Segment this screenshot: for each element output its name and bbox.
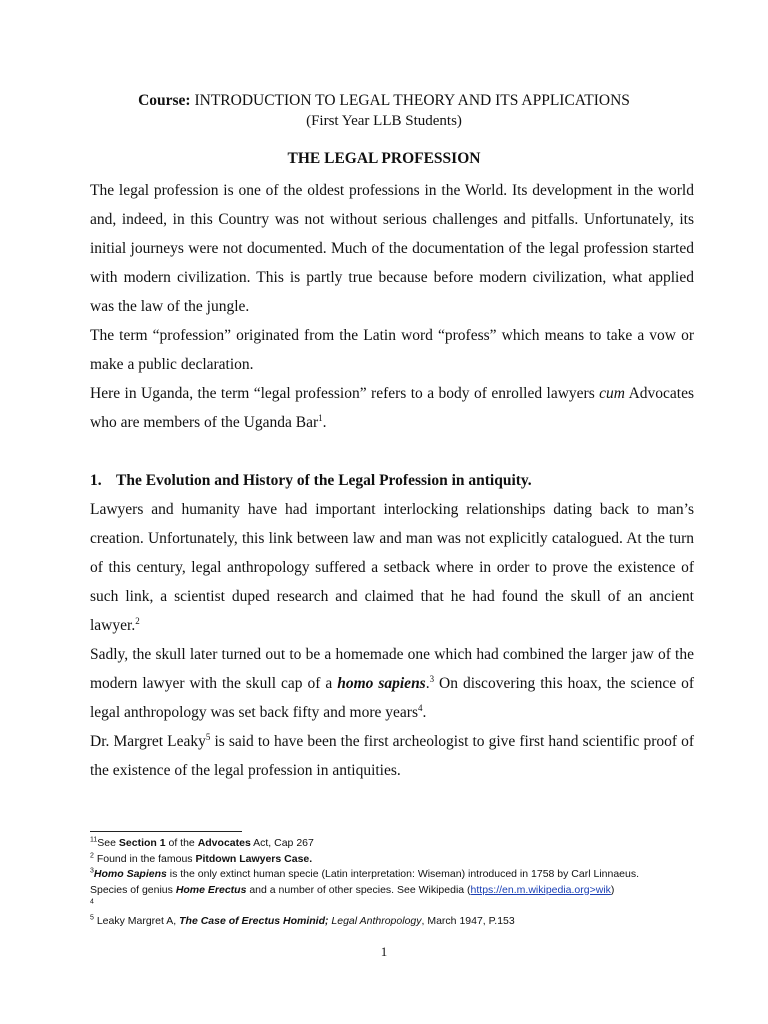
- footnote-5-mark: 5: [90, 914, 94, 921]
- footnote-1-section: Section 1: [118, 837, 166, 849]
- footnote-3-homo-sapiens: Homo Sapiens: [93, 868, 167, 880]
- paragraph-3-text-a: Here in Uganda, the term “legal profession” refers to a body of enrolled lawyers: [90, 385, 600, 402]
- paragraph-5: [90, 640, 694, 727]
- footnote-5: [90, 914, 690, 930]
- paragraph-2: The term “profession” originated from the Latin word “profess” which means to take a vow or make a public declaration.: [90, 327, 694, 373]
- footnote-5-journal: Legal Anthropology: [331, 914, 422, 927]
- document-body: [90, 176, 694, 785]
- paragraph-4: [90, 495, 694, 640]
- footnote-1-advocates: Advocates: [197, 837, 251, 849]
- footnote-1-mark: 11: [90, 836, 98, 844]
- footnote-5-text-e: , March 1947, P.153: [421, 914, 515, 927]
- footnote-ref-2[interactable]: 2: [135, 615, 140, 626]
- course-label: Course:: [138, 92, 191, 109]
- footnotes: [90, 836, 690, 929]
- footnote-4: [90, 898, 690, 914]
- footnote-2-case: Pitdown Lawyers Case.: [195, 852, 313, 865]
- footnote-3-text-e: and a number of other species. See Wikipedia (: [246, 883, 471, 896]
- footnote-ref-5[interactable]: 5: [205, 731, 211, 742]
- footnote-ref-3[interactable]: 3: [429, 673, 435, 684]
- paragraph-5-text-a: Sadly, the skull later turned out to be a homemade one which had combined the larger jaw of the modern lawyer with the skull cap of a: [90, 646, 694, 692]
- paragraph-3-text-b: Advocates who are members of the Uganda Bar: [90, 385, 694, 431]
- paragraph-6: [90, 727, 694, 785]
- course-title: INTRODUCTION TO LEGAL THEORY AND ITS APPLICATIONS: [190, 92, 630, 109]
- footnote-2: [90, 852, 690, 868]
- course-line: [0, 92, 768, 110]
- course-subtitle: (First Year LLB Students): [306, 113, 462, 129]
- paragraph-6-text-a: Dr. Margret Leaky: [90, 733, 206, 750]
- footnote-1: [90, 836, 690, 852]
- footnote-separator: [90, 831, 242, 832]
- footnote-2-text-a: Found in the famous: [93, 852, 196, 865]
- footnote-5-case-title: The Case of Erectus Hominid;: [179, 914, 329, 927]
- paragraph-4-text: Lawyers and humanity have had important interlocking relationships dating back to man’s creation. Unfortunately, this link between law and man was not explicitly catalogued. At the turn of this century, legal anthropology suffered a setback where in order to prove the existence of such link, a scientist duped research and claimed that he had found the skull of an ancient lawyer.: [90, 501, 694, 634]
- footnote-3-continued: [90, 883, 690, 899]
- wikipedia-link[interactable]: https://en.m.wikipedia.org>wik: [470, 883, 611, 896]
- page-number: 1: [380, 944, 388, 959]
- footnote-4-mark: 4: [90, 898, 94, 906]
- paragraph-5-homo-sapiens: homo sapiens: [337, 675, 426, 692]
- paragraph-5-text-c: On discovering this hoax, the science of legal anthropology was set back fifty and more years: [90, 675, 694, 721]
- section-title: THE LEGAL PROFESSION: [287, 150, 481, 167]
- footnote-3: [90, 867, 690, 883]
- footnote-3-text-c: Species of genius: [90, 883, 176, 896]
- footnote-1-text-c: of the: [165, 837, 198, 849]
- footnote-3-mark: 3: [90, 867, 94, 875]
- section-1-number: 1.: [90, 472, 102, 489]
- section-1-title: The Evolution and History of the Legal Profession in antiquity.: [116, 472, 532, 489]
- footnote-3-home-erectus: Home Erectus: [175, 883, 247, 896]
- paragraph-3-end: .: [322, 414, 327, 431]
- footnote-1-text-a: See: [97, 837, 119, 849]
- paragraph-1: The legal profession is one of the oldest professions in the World. Its development in the world and, indeed, in this Country was not without serious challenges and pitfalls. Unfortunately, its initial journeys were not documented. Much of the documentation of the legal profession started with modern civilization. This is partly true because before modern civilization, what applied was the law of the jungle.: [90, 182, 694, 315]
- paragraph-5-text-d: .: [422, 704, 427, 721]
- footnote-3-text-f: ): [610, 883, 615, 896]
- paragraph-3-cum: cum: [599, 385, 625, 402]
- footnote-ref-1[interactable]: 1: [318, 412, 323, 423]
- section-1-heading: [90, 466, 694, 495]
- paragraph-6-text-b: is said to have been the first archeologist to give first hand scientific proof of the existence of the legal profession in antiquities.: [90, 733, 694, 779]
- paragraph-5-text-b: .: [425, 675, 430, 692]
- footnote-1-text-e: Act, Cap 267: [250, 837, 314, 849]
- footnote-5-text-a: Leaky Margret A,: [93, 914, 180, 927]
- footnote-3-text-b: is the only extinct human specie (Latin interpretation: Wiseman) introduced in 1758 by Carl Linnaeus.: [166, 868, 640, 880]
- paragraph-3: [90, 379, 694, 437]
- footnote-2-mark: 2: [90, 852, 94, 859]
- footnote-ref-4[interactable]: 4: [417, 702, 423, 713]
